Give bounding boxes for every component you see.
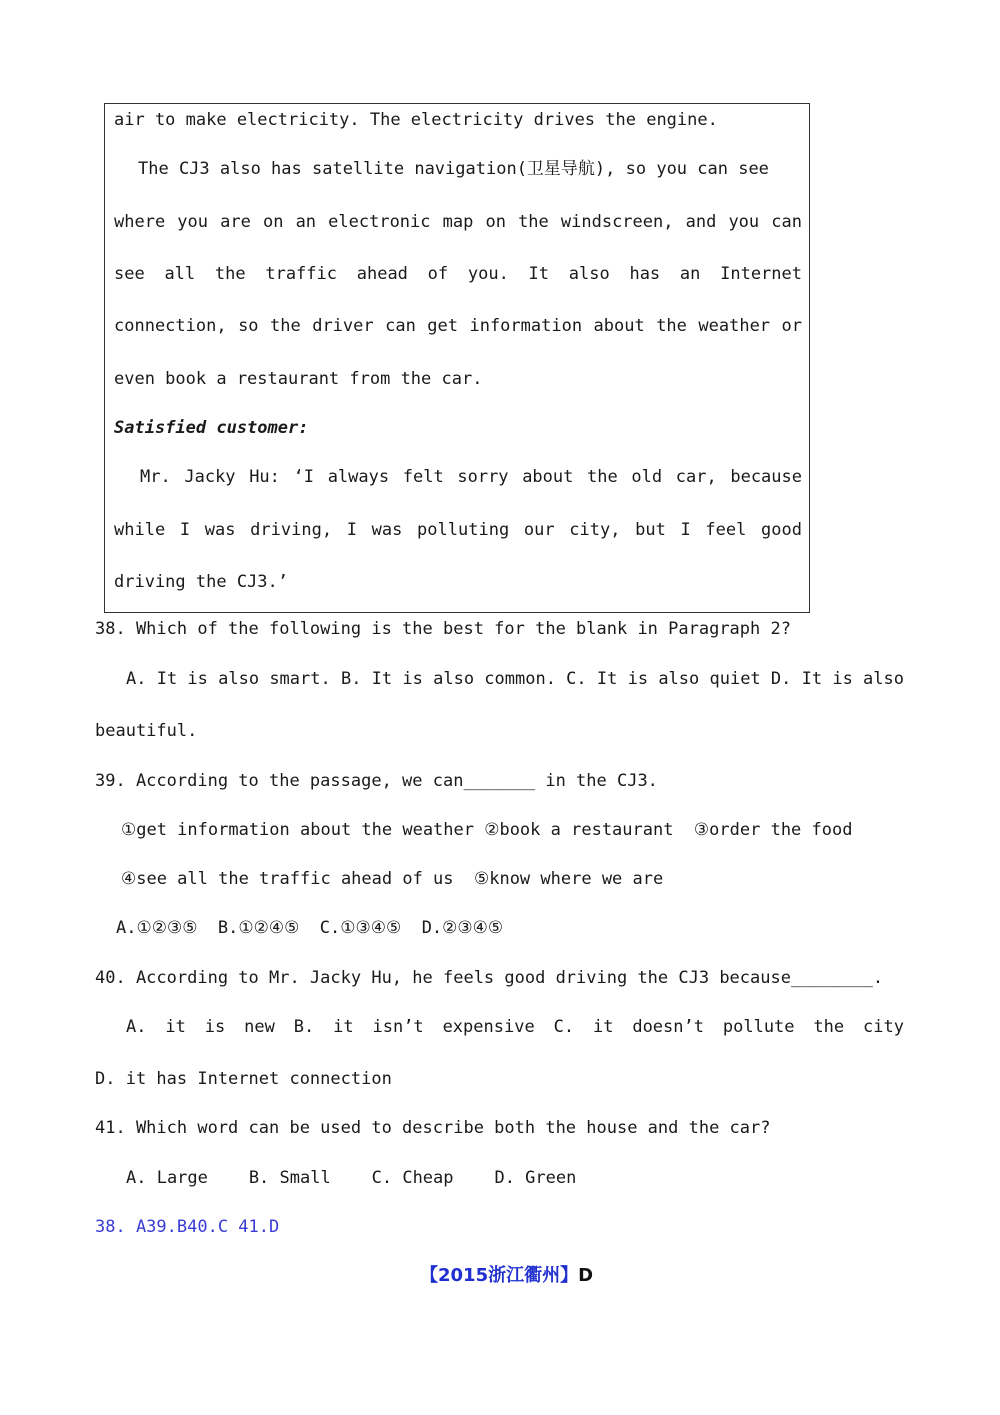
question-41-stem: 41. Which word can be used to describe both the house and the car? bbox=[95, 1118, 771, 1138]
question-40-stem: 40. According to Mr. Jacky Hu, he feels good driving the CJ3 because________. bbox=[95, 968, 884, 988]
passage-line: while I was driving, I was polluting our city, but I feel good bbox=[114, 520, 802, 540]
source-heading bbox=[420, 1267, 593, 1285]
passage-line: Mr. Jacky Hu: ‘I always felt sorry about the old car, because bbox=[140, 467, 802, 487]
answer-key: 38. A39.B40.C 41.D bbox=[95, 1217, 280, 1237]
source-label: 【2015浙江衢州】 bbox=[420, 1265, 579, 1286]
passage-line: even book a restaurant from the car. bbox=[114, 369, 483, 389]
passage-line: where you are on an electronic map on the windscreen, and you can bbox=[114, 212, 802, 232]
question-40-options: A. it is new B. it isn’t expensive C. it doesn’t pollute the city bbox=[126, 1017, 904, 1037]
section-heading: Satisfied customer: bbox=[114, 418, 309, 438]
passage-line: air to make electricity. The electricity drives the engine. bbox=[114, 110, 718, 130]
question-38-options-cont: beautiful. bbox=[95, 721, 198, 741]
question-38-options: A. It is also smart. B. It is also common. C. It is also quiet D. It is also bbox=[126, 669, 904, 689]
passage-line: driving the CJ3.’ bbox=[114, 572, 288, 592]
question-38-stem: 38. Which of the following is the best for the blank in Paragraph 2? bbox=[95, 619, 791, 639]
question-40-options-cont: D. it has Internet connection bbox=[95, 1069, 392, 1089]
source-letter: D bbox=[578, 1265, 594, 1286]
question-39-options: A.①②③⑤ B.①②④⑤ C.①③④⑤ D.②③④⑤ bbox=[116, 918, 504, 938]
passage-line: The CJ3 also has satellite navigation(卫星导航), so you can see bbox=[138, 159, 769, 179]
passage-line: see all the traffic ahead of you. It also has an Internet bbox=[114, 264, 802, 284]
question-39-stem: 39. According to the passage, we can_______ in the CJ3. bbox=[95, 771, 658, 791]
question-39-items: ①get information about the weather ②book a restaurant ③order the food bbox=[121, 820, 853, 840]
passage-line: connection, so the driver can get information about the weather or bbox=[114, 316, 802, 336]
question-41-options: A. Large B. Small C. Cheap D. Green bbox=[126, 1168, 577, 1188]
question-39-items: ④see all the traffic ahead of us ⑤know where we are bbox=[121, 869, 664, 889]
